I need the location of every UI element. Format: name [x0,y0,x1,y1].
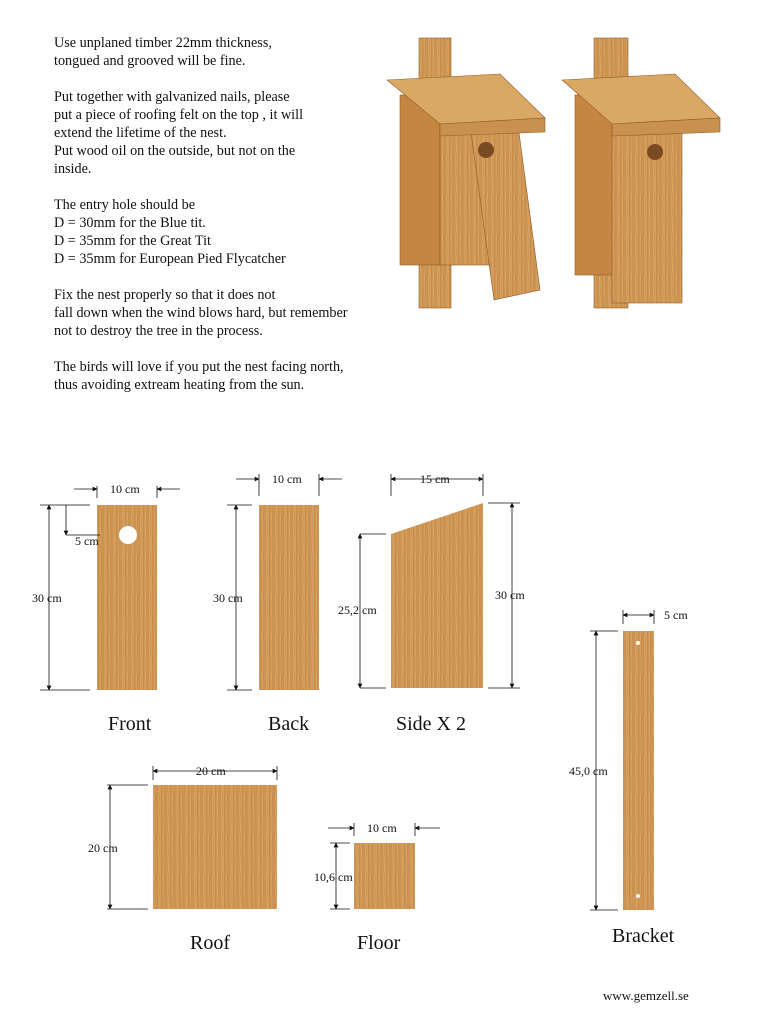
website-credit: www.gemzell.se [603,988,689,1003]
instruction-line: inside. [54,161,92,177]
back-board [259,505,319,690]
back-width-label: 10 cm [272,472,302,486]
back-part [213,472,342,735]
front-width-label: 10 cm [110,482,140,496]
instruction-line: put a piece of roofing felt on the top , it will [54,107,304,123]
instruction-line: not to destroy the tree in the process. [54,323,263,339]
bracket-part-label: Bracket [612,925,675,947]
bracket-screw-hole-top [636,641,640,645]
front-part [32,482,180,735]
side-short-height-label: 25,2 cm [338,603,377,617]
side-tall-height-label: 30 cm [495,588,525,602]
roof-board [153,785,277,909]
bracket-part [569,608,688,947]
instruction-line: The entry hole should be [54,197,196,213]
front-hole-label: 5 cm [75,534,99,548]
floor-board [354,843,415,909]
instruction-line: Use unplaned timber 22mm thickness, [54,35,272,51]
floor-height-label: 10,6 cm [314,870,353,884]
side-width-label: 15 cm [420,472,450,486]
back-part-label: Back [268,713,310,735]
bracket-screw-hole-bottom [636,894,640,898]
roof-width-label: 20 cm [196,764,226,778]
floor-part-label: Floor [357,932,401,954]
side-part [338,472,525,735]
side-board [391,503,483,688]
roof-height-label: 20 cm [88,841,118,855]
roof-part-label: Roof [190,932,230,954]
instruction-line: fall down when the wind blows hard, but remember [54,305,348,321]
floor-width-label: 10 cm [367,821,397,835]
instruction-line: The birds will love if you put the nest facing north, [54,359,344,375]
instruction-line: tongued and grooved will be fine. [54,53,246,69]
bracket-board [623,631,654,910]
side-part-label: Side X 2 [396,713,466,735]
instruction-line: Put wood oil on the outside, but not on the [54,143,296,159]
instruction-line: Fix the nest properly so that it does not [54,287,276,303]
instruction-line: extend the lifetime of the nest. [54,125,227,141]
bracket-width-label: 5 cm [664,608,688,622]
front-part-label: Front [108,713,152,735]
instruction-line: D = 35mm for the Great Tit [54,233,211,249]
entry-hole [119,526,137,544]
instruction-line: D = 30mm for the Blue tit. [54,215,206,231]
birdhouse-open-illustration [387,38,545,308]
roof-part [88,764,277,954]
instruction-line: D = 35mm for European Pied Flycatcher [54,251,286,267]
floor-part [314,821,440,954]
front-height-label: 30 cm [32,591,62,605]
instruction-line: Put together with galvanized nails, please [54,89,290,105]
back-height-label: 30 cm [213,591,243,605]
instruction-line: thus avoiding extream heating from the sun. [54,377,305,393]
bracket-height-label: 45,0 cm [569,764,608,778]
birdhouse-closed-illustration [562,38,720,308]
